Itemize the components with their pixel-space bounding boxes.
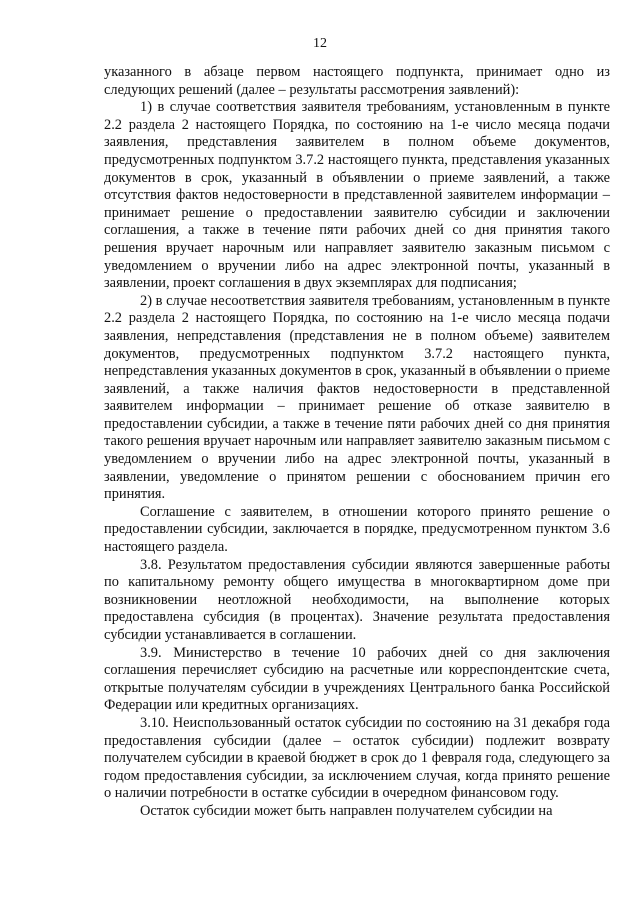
paragraph-item-1: 1) в случае соответствия заявителя требованиям, установленным в пункте 2.2 раздела 2 настоящего Порядка, по состоянию на 1-е число месяца подачи заявления, представления заявителем в полном объеме документов, предусмотренных подпунктом 3.7.2 настоящего пункта, представления указанных документов в срок, указанный в объявлении о приеме заявлений, а также отсутствия фактов недостоверности в представленной заявителем информации – принимает решение о предоставлении заявителю субсидии и заключении соглашения, а также в течение пяти рабочих дней со дня принятия такого решения вручает нарочным или направляет заявителю заказным письмом с уведомлением о вручении либо на адрес электронной почты, указанный в заявлении, проект соглашения в двух экземплярах для подписания; [104, 99, 610, 292]
paragraph-agreement: Соглашение с заявителем, в отношении которого принято решение о предоставлении субсидии, заключается в порядке, предусмотренном пунктом 3.6 настоящего раздела. [104, 503, 610, 556]
paragraph-3-10: 3.10. Неиспользованный остаток субсидии по состоянию на 31 декабря года предоставления субсидии (далее – остаток субсидии) подлежит возврату получателем субсидии в краевой бюджет в срок до 1 февраля года, следующего за годом предоставления субсидии, за исключением случая, когда принято решение о наличии потребности в остатке субсидии в очередном финансовом году. [104, 714, 610, 802]
document-body [104, 64, 610, 821]
page-number: 12 [313, 36, 327, 51]
paragraph-3-8: 3.8. Результатом предоставления субсидии являются завершенные работы по капитальному ремонту общего имущества в многоквартирном доме при возникновении неотложной необходимости, на выполнение которых предоставлена субсидия (в процентах). Значение результата предоставления субсидии устанавливается в соглашении. [104, 556, 610, 643]
paragraph-remainder: Остаток субсидии может быть направлен получателем субсидии на [140, 802, 553, 819]
paragraph-continuation: указанного в абзаце первом настоящего подпункта, принимает одно из следующих решений (далее – результаты рассмотрения заявлений): [104, 64, 610, 98]
paragraph-3-9: 3.9. Министерство в течение 10 рабочих дней со дня заключения соглашения перечисляет субсидию на расчетные или корреспондентские счета, открытые получателям субсидии в учреждениях Центрального банка Российской Федерации или кредитных организациях. [104, 644, 610, 714]
paragraph-item-2: 2) в случае несоответствия заявителя требованиям, установленным в пункте 2.2 раздела 2 настоящего Порядка, по состоянию на 1-е число месяца подачи заявления, непредставления (представления не в полном объеме) заявителем документов, предусмотренных подпунктом 3.7.2 настоящего пункта, непредставления указанных документов в срок, указанный в объявлении о приеме заявлений, а также наличия фактов недостоверности в представленной заявителем информации – принимает решение об отказе заявителю в предоставлении субсидии, а также в течение пяти рабочих дней со дня принятия такого решения вручает нарочным или направляет заявителю заказным письмом с уведомлением о вручении либо на адрес электронной почты, указанный в заявлении, уведомление о принятом решении с обоснованием причин его принятия. [104, 292, 610, 503]
